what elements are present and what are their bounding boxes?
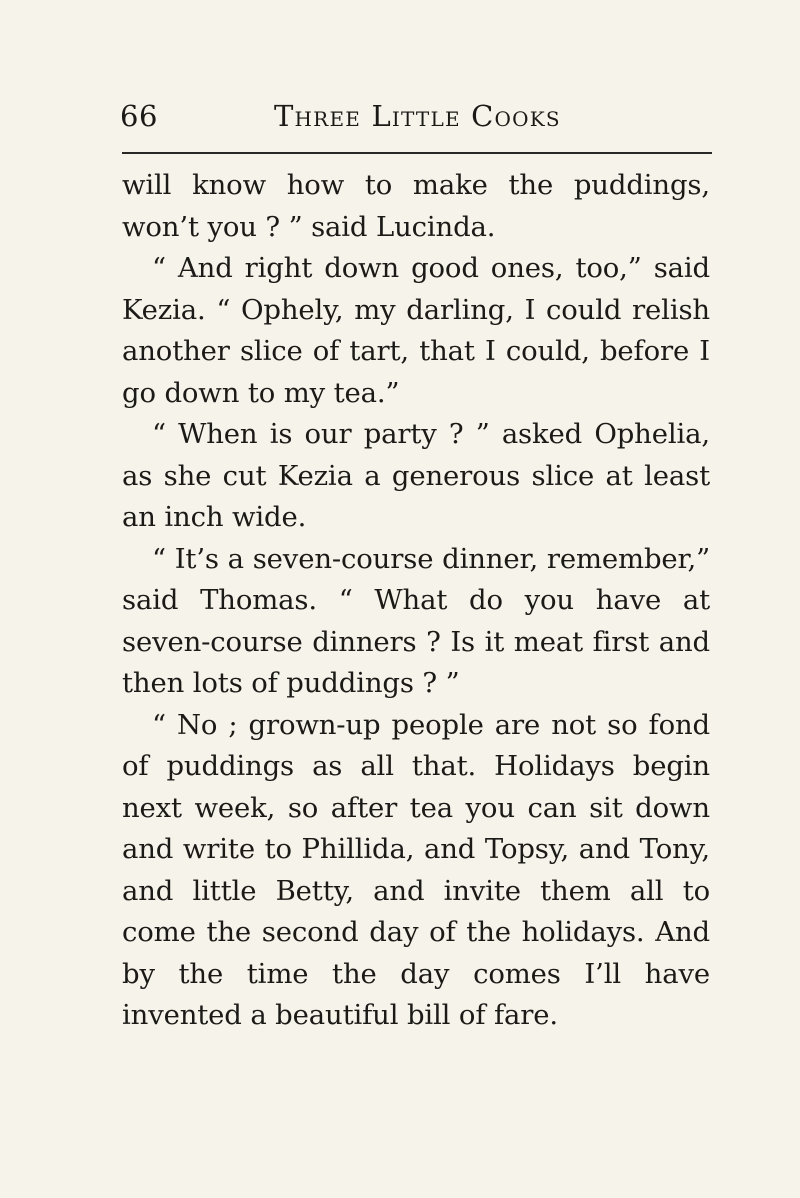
page-header: [120, 96, 712, 136]
paragraph-1: will know how to make the puddings, won’t you ? ” said Lucinda.: [122, 169, 710, 243]
paragraph-3: “ When is our party ? ” asked Ophelia, as she cut Kezia a generous slice at least an inch wide.: [122, 418, 710, 533]
paragraph-4: “ It’s a seven-course dinner, remember,” said Thomas. “ What do you have at seven-course dinners ? Is it meat first and then lots of puddings ? ”: [122, 542, 710, 699]
page-number: 66: [120, 99, 158, 133]
body-text: [122, 165, 710, 1037]
running-title: Three Little Cooks: [274, 99, 561, 133]
paragraph-2: “ And right down good ones, too,” said Kezia. “ Ophely, my darling, I could relish another slice of tart, that I could, before I go down to my tea.”: [122, 252, 710, 409]
paragraph-5: “ No ; grown-up people are not so fond of puddings as all that. Holidays begin next week, so after tea you can sit down and write to Phillida, and Topsy, and Tony, and little Betty, and invite them all to come the second day of the holidays. And by the time the day comes I’ll have invented a beautiful bill of fare.: [122, 708, 710, 1031]
header-rule: [122, 152, 712, 154]
